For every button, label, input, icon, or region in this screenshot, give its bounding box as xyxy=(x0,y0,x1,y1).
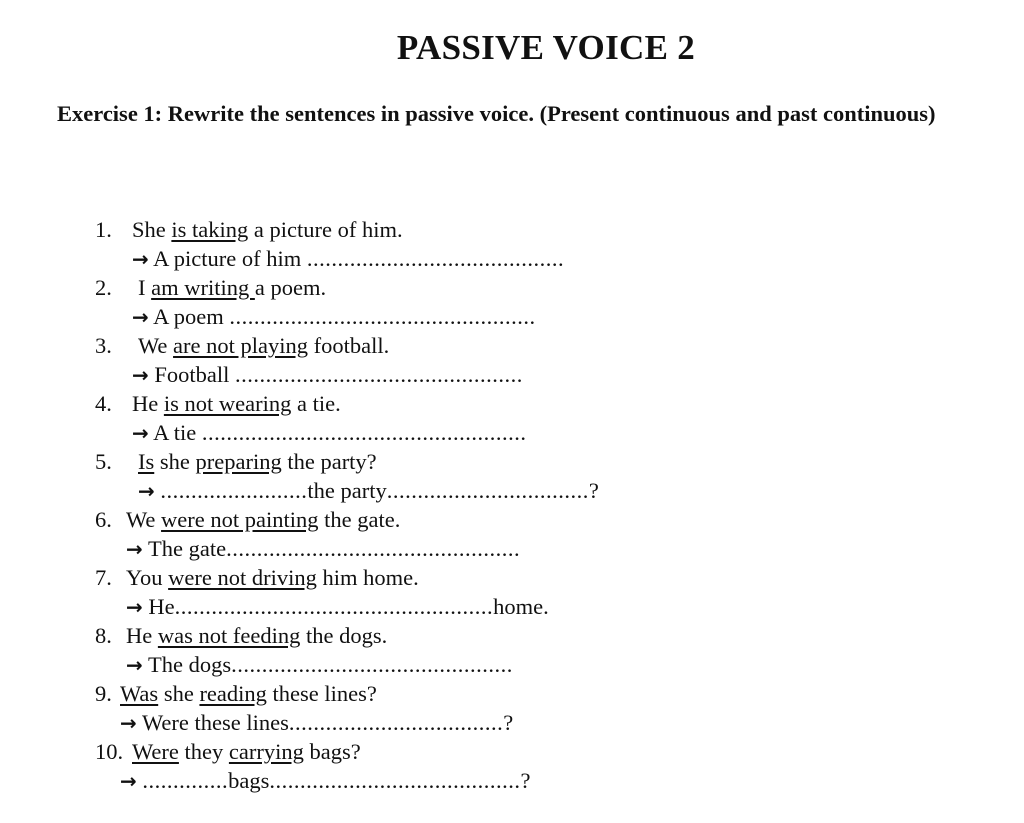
sentence-fragment: him home. xyxy=(316,565,419,590)
underlined-verb: Were xyxy=(132,739,179,764)
underlined-verb: were not driving xyxy=(168,565,317,590)
arrow-right-icon: → xyxy=(126,653,143,677)
answer-blank[interactable]: ................................. xyxy=(386,478,589,503)
answer-fragment: A poem xyxy=(153,304,230,329)
exercise-list xyxy=(0,215,1024,795)
answer-fragment: The gate xyxy=(147,536,227,561)
question-line xyxy=(0,215,1024,244)
answer-fragment: Football xyxy=(154,362,236,387)
answer-prompt xyxy=(132,302,536,332)
answer-blank[interactable]: ......................................... xyxy=(269,768,521,793)
answer-line xyxy=(0,476,1024,505)
answer-prompt xyxy=(132,360,523,390)
item-number: 7. xyxy=(95,565,112,590)
answer-prompt xyxy=(132,418,527,448)
underlined-verb: is not wearing xyxy=(163,391,292,416)
underlined-verb: reading xyxy=(199,681,267,706)
sentence-fragment: He xyxy=(132,391,164,416)
question-text xyxy=(132,389,341,418)
question-text xyxy=(126,563,419,592)
sentence-fragment: football. xyxy=(308,333,390,358)
answer-fragment: A picture of him xyxy=(153,246,307,271)
arrow-right-icon: → xyxy=(126,537,143,561)
answer-blank[interactable]: ..................................................... xyxy=(201,420,527,445)
question-text xyxy=(126,621,387,650)
question-text xyxy=(138,447,377,476)
answer-fragment: The dogs xyxy=(147,652,232,677)
question-line xyxy=(0,331,1024,360)
worksheet-title: PASSIVE VOICE 2 xyxy=(396,28,696,67)
answer-line xyxy=(0,360,1024,389)
item-number: 8. xyxy=(95,623,112,648)
answer-line xyxy=(0,534,1024,563)
sentence-fragment: You xyxy=(126,565,169,590)
answer-fragment: bags xyxy=(228,768,270,793)
answer-line xyxy=(0,302,1024,331)
sentence-fragment: she xyxy=(158,681,200,706)
question-line xyxy=(0,737,1024,766)
arrow-right-icon: → xyxy=(120,769,137,793)
answer-fragment: the party xyxy=(307,478,387,503)
question-text xyxy=(126,505,400,534)
item-number: 10. xyxy=(95,739,124,764)
exercise-instruction: Exercise 1: Rewrite the sentences in passive voice. (Present continuous and past continuous) xyxy=(57,101,936,126)
answer-prompt xyxy=(120,766,531,796)
item-number: 4. xyxy=(95,391,112,416)
answer-fragment: ? xyxy=(520,768,531,793)
answer-fragment: He xyxy=(148,594,175,619)
answer-fragment: Were these lines xyxy=(141,710,289,735)
answer-prompt xyxy=(120,708,513,738)
sentence-fragment: a poem. xyxy=(254,275,327,300)
underlined-verb: were not painting xyxy=(161,507,319,532)
question-text xyxy=(138,331,389,360)
underlined-verb: Is xyxy=(138,449,155,474)
item-number: 6. xyxy=(95,507,112,532)
sentence-fragment: the gate. xyxy=(318,507,401,532)
underlined-verb: Was xyxy=(120,681,159,706)
sentence-fragment: She xyxy=(132,217,172,242)
question-text xyxy=(132,215,403,244)
sentence-fragment: the party? xyxy=(281,449,377,474)
question-line xyxy=(0,273,1024,302)
answer-blank[interactable]: .................................................... xyxy=(174,594,494,619)
question-line xyxy=(0,505,1024,534)
question-line xyxy=(0,679,1024,708)
question-text xyxy=(138,273,326,302)
sentence-fragment: she xyxy=(154,449,196,474)
question-line xyxy=(0,563,1024,592)
answer-blank[interactable]: ................................................ xyxy=(226,536,521,561)
underlined-verb: is taking xyxy=(171,217,249,242)
question-line xyxy=(0,389,1024,418)
answer-prompt xyxy=(126,650,513,680)
underlined-verb: carrying xyxy=(228,739,304,764)
item-number: 9. xyxy=(95,681,112,706)
item-number: 1. xyxy=(95,217,112,242)
sentence-fragment: the dogs. xyxy=(300,623,388,648)
item-number: 5. xyxy=(95,449,112,474)
answer-prompt xyxy=(132,244,564,274)
answer-line xyxy=(0,418,1024,447)
question-line xyxy=(0,447,1024,476)
answer-prompt xyxy=(126,534,520,564)
answer-fragment: ? xyxy=(503,710,514,735)
sentence-fragment: He xyxy=(126,623,158,648)
answer-line xyxy=(0,650,1024,679)
underlined-verb: preparing xyxy=(195,449,282,474)
sentence-fragment: a picture of him. xyxy=(248,217,403,242)
underlined-verb: am writing xyxy=(151,275,255,300)
sentence-fragment: We xyxy=(138,333,174,358)
sentence-fragment: We xyxy=(126,507,162,532)
item-number: 2. xyxy=(95,275,112,300)
underlined-verb: was not feeding xyxy=(157,623,301,648)
answer-fragment: home. xyxy=(493,594,549,619)
arrow-right-icon: → xyxy=(138,479,155,503)
answer-blank[interactable]: ................................... xyxy=(288,710,504,735)
arrow-right-icon: → xyxy=(132,421,149,445)
arrow-right-icon: → xyxy=(126,595,143,619)
answer-line xyxy=(0,708,1024,737)
answer-blank[interactable]: ............................................... xyxy=(235,362,523,387)
answer-blank[interactable]: .............. xyxy=(142,768,229,793)
answer-line xyxy=(0,592,1024,621)
item-number: 3. xyxy=(95,333,112,358)
answer-fragment: A tie xyxy=(153,420,202,445)
answer-line xyxy=(0,244,1024,273)
arrow-right-icon: → xyxy=(132,247,149,271)
answer-blank[interactable]: .................................................. xyxy=(229,304,536,329)
answer-blank[interactable]: .............................................. xyxy=(231,652,513,677)
answer-prompt xyxy=(126,592,549,622)
answer-line xyxy=(0,766,1024,795)
answer-prompt xyxy=(138,476,599,506)
question-text xyxy=(120,679,377,708)
sentence-fragment: they xyxy=(178,739,229,764)
sentence-fragment: I xyxy=(138,275,152,300)
arrow-right-icon: → xyxy=(132,363,149,387)
question-line xyxy=(0,621,1024,650)
answer-fragment: ? xyxy=(588,478,599,503)
question-text xyxy=(132,737,361,766)
sentence-fragment: a tie. xyxy=(291,391,341,416)
sentence-fragment: these lines? xyxy=(266,681,377,706)
underlined-verb: are not playing xyxy=(173,333,309,358)
answer-blank[interactable]: .......................................... xyxy=(306,246,565,271)
arrow-right-icon: → xyxy=(132,305,149,329)
answer-blank[interactable]: ........................ xyxy=(160,478,308,503)
sentence-fragment: bags? xyxy=(303,739,361,764)
arrow-right-icon: → xyxy=(120,711,137,735)
